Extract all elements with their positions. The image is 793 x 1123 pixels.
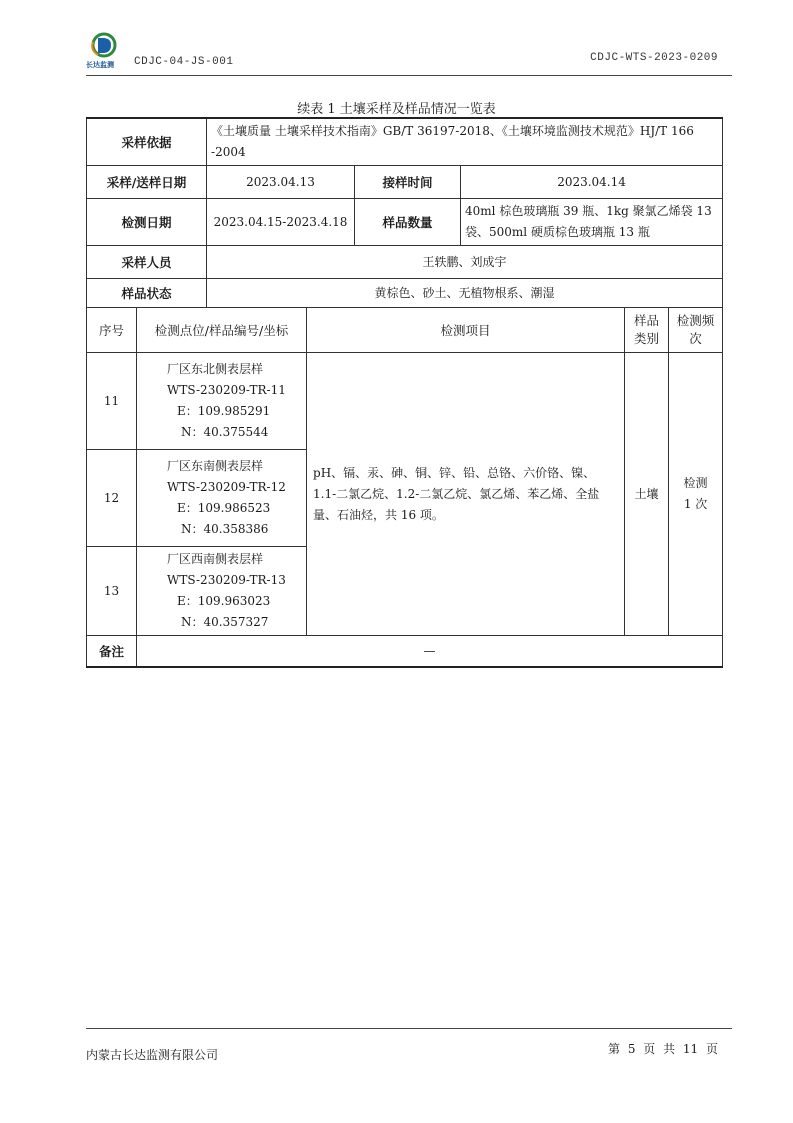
- column-header-row: [87, 308, 723, 353]
- location-name: 厂区东南侧表层样: [167, 459, 264, 473]
- items-header: 检测项目: [307, 308, 625, 353]
- east-coordinate: E：109.986523: [177, 501, 271, 515]
- north-coordinate: N：40.375544: [181, 425, 269, 439]
- sample-quantity-value: 40ml 棕色玻璃瓶 39 瓶、1kg 聚氯乙烯袋 13 袋、500ml 硬质棕色玻璃瓶 13 瓶: [461, 199, 723, 246]
- state-row: [87, 279, 723, 308]
- sample-state-value: 黄棕色、砂土、无植物根系、潮湿: [207, 279, 723, 308]
- sample-category: 土壤: [625, 353, 669, 636]
- location-name: 厂区东北侧表层样: [167, 362, 264, 376]
- sample-code: WTS-230209-TR-13: [167, 573, 286, 587]
- row-location: [137, 353, 307, 450]
- footer-divider: [86, 1028, 732, 1029]
- test-date-label: 检测日期: [87, 199, 207, 246]
- remarks-row: [87, 636, 723, 668]
- remarks-label: 备注: [87, 636, 137, 668]
- remarks-value: —: [137, 636, 723, 668]
- test-row: [87, 199, 723, 246]
- location-name: 厂区西南侧表层样: [167, 552, 264, 566]
- sampler-row: [87, 246, 723, 279]
- company-name: 内蒙古长达监测有限公司: [86, 1048, 219, 1062]
- frequency-header: 检测频次: [669, 308, 723, 353]
- sampling-date-value: 2023.04.13: [207, 166, 355, 199]
- sample-code: WTS-230209-TR-12: [167, 480, 286, 494]
- location-header: 检测点位/样品编号/坐标: [137, 308, 307, 353]
- page-number: 第 5 页 共 11 页: [608, 1042, 718, 1056]
- report-number: CDJC-WTS-2023-0209: [590, 52, 718, 64]
- category-header: 样品类别: [625, 308, 669, 353]
- sample-state-label: 样品状态: [87, 279, 207, 308]
- north-coordinate: N：40.357327: [181, 615, 269, 629]
- basis-label: 采样依据: [87, 118, 207, 166]
- receipt-time-label: 接样时间: [355, 166, 461, 199]
- test-frequency: 检测 1 次: [669, 353, 723, 636]
- table-title: 续表 1 土壤采样及样品情况一览表: [297, 102, 496, 117]
- logo-text: 长达监测: [86, 61, 114, 69]
- row-seq: 12: [87, 450, 137, 547]
- seq-header: 序号: [87, 308, 137, 353]
- row-location: [137, 547, 307, 636]
- basis-row: [87, 118, 723, 166]
- east-coordinate: E：109.985291: [177, 404, 271, 418]
- date-row: [87, 166, 723, 199]
- test-date-value: 2023.04.15-2023.4.18: [207, 199, 355, 246]
- row-seq: 11: [87, 353, 137, 450]
- sampler-label: 采样人员: [87, 246, 207, 279]
- table-row: [87, 353, 723, 450]
- north-coordinate: N：40.358386: [181, 522, 269, 536]
- east-coordinate: E：109.963023: [177, 594, 271, 608]
- sampler-value: 王轶鹏、刘成宇: [207, 246, 723, 279]
- document-code: CDJC-04-JS-001: [134, 56, 234, 68]
- row-seq: 13: [87, 547, 137, 636]
- page-header: [86, 32, 732, 72]
- header-divider: [86, 75, 732, 76]
- receipt-time-value: 2023.04.14: [461, 166, 723, 199]
- sampling-table: [86, 117, 723, 668]
- test-items: pH、镉、汞、砷、铜、锌、铅、总铬、六价铬、镍、1.1-二氯乙烷、1.2-二氯乙烷、氯乙烯、苯乙烯、全盐量、石油烃，共 16 项。: [307, 353, 625, 636]
- row-location: [137, 450, 307, 547]
- sample-quantity-label: 样品数量: [355, 199, 461, 246]
- basis-value: 《土壤质量 土壤采样技术指南》GB/T 36197-2018、《土壤环境监测技术规范》HJ/T 166 -2004: [207, 118, 723, 166]
- sample-code: WTS-230209-TR-11: [167, 383, 286, 397]
- sampling-date-label: 采样/送样日期: [87, 166, 207, 199]
